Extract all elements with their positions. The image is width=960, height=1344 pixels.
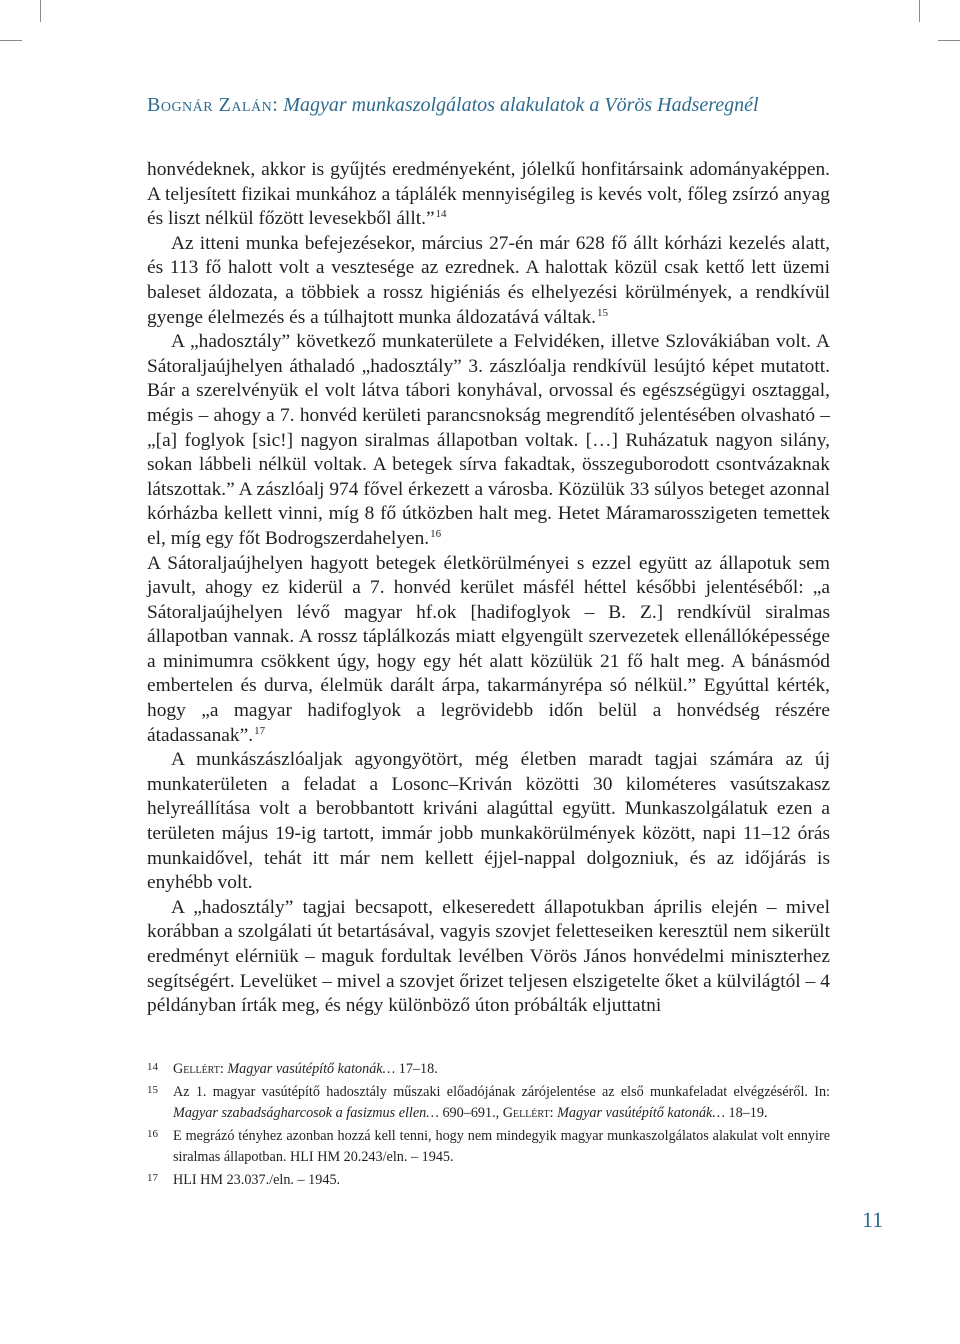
paragraph-5: A „hadosztály” tagjai becsapott, elkeseredett állapotukban április elején – mivel korábban a szolgálati út betartásával, vagyis szovjet feletteseiken keresztül nem sikerült eredményt elérniük – maguk fordultak levélben Vörös János honvédelmi miniszterhez segítségért. Levelüket – mivel a szovjet őrizet teljesen elszigetelte őket a külvilágtól – 4 példányban írták meg, és négy különböző úton próbálták eljuttatni — [147, 896, 830, 1017]
footnote-number: 15 — [147, 1084, 158, 1096]
footnote-ref-15[interactable]: 15 — [597, 306, 609, 319]
page-number: 11 — [862, 1207, 884, 1232]
header-title: Magyar munkaszolgálatos alakulatok a Vörös Hadseregnél — [283, 94, 759, 116]
footnote-16: 16 E megrázó tényhez azonban hozzá kell tenni, hogy nem mindegyik magyar munkaszolgálatos alakulat volt ennyire siralmas állapotban. HLI HM 20.243/eln. – 1945. — [147, 1126, 830, 1168]
footnote-ref-16[interactable]: 16 — [430, 527, 442, 540]
crop-mark-top-right-v — [919, 0, 920, 22]
footnote-14: 14 Gellért: Magyar vasútépítő katonák… 17–18. — [147, 1059, 830, 1080]
crop-mark-top-left-v — [40, 0, 41, 22]
paragraph-4: A munkászászlóaljak agyongyötört, még életben maradt tagjai számára az új munkaterületen a feladat a Losonc–Kriván közötti 30 kilométeres vasútszakasz helyreállítása volt a berobbantott kriváni alagúttal együtt. Munkaszolgálatuk ezen a területen május 19-ig tartott, immár jobb munkakörülmények között, napi 11–12 órás munkaidővel, tehát itt már nem kellett éjjel-nappal dolgozniuk, és az időjárás is enyhébb volt. — [147, 749, 830, 894]
paragraph-1: honvédeknek, akkor is gyűjtés eredményeként, jólelkű honfitársaink adományaképpen. A teljesített fizikai munkához a táplálék mennyiségileg is kevés volt, főleg zsírzó anyag és liszt nélkül főzött levesekből állt.”$^{14}$ — [147, 159, 830, 230]
footnote-number: 16 — [147, 1128, 158, 1140]
crop-mark-top-right-h — [938, 40, 960, 41]
footnote-number: 14 — [147, 1061, 158, 1073]
footnotes — [147, 1059, 830, 1193]
running-header — [147, 94, 907, 117]
footnote-17: 17 HLI HM 23.037./eln. – 1945. — [147, 1170, 830, 1191]
footnote-ref-17[interactable]: 17 — [254, 724, 266, 737]
footnote-number: 17 — [147, 1172, 158, 1184]
footnote-15: 15 Az 1. magyar vasútépítő hadosztály műszaki előadójának zárójelentése az első munkafeladat elvégzéséről. In: Magyar szabadságharcosok a fasizmus ellen… 690–691., Gellért: Magyar vasútépítő katonák… 18–19. — [147, 1082, 830, 1124]
paragraph-2: Az itteni munka befejezésekor, március 27-én már 628 fő állt kórházi kezelés alatt, és 113 fő halott volt a vesztesége az ezrednek. A halottak közül csak kettő lett üzemi baleset áldozata, a többiek a rossz higiéniás és elhelyezési körülmények, a rendkívül gyenge élelmezés és a túlhajtott munka áldozatává váltak.$^{15}$ — [147, 232, 830, 328]
body-text — [147, 158, 830, 1019]
paragraph-3: A „hadosztály” következő munkaterülete a Felvidéken, illetve Szlovákiában volt. A Sátoraljaújhelyen áthaladó „hadosztály” 3. zászlóalja rendkívül lesújtó képet mutatott. Bár a szerelvényük el volt látva tábori konyhával, orvossal és egészségügyi osztaggal, mégis – ahogy a 7. honvéd kerületi parancsnokság megrendítő jelentésében olvasható – „[a] foglyok [sic!] nagyon siralmas állapotban voltak. […] Ruházatuk nagyon silány, sokan lábbeli nélkül voltak. A betegek sírva fakadtak, összeguborodott csontvázaknak látszottak.” A zászlóalj 974 fővel érkezett a városba. Közülük 33 súlyos beteget azonnal kórházba kellett vinni, míg 8 fő útközben halt meg. Hetet Máramarosszigeten temettek el, míg egy főt Bodrogszerdahelyen.$^{16}$ A Sátoraljaújhelyen hagyott betegek életkörülményei s ezzel együtt az állapotuk sem javult, ahogy ez kiderül a 7. honvéd kerület másfél héttel későbbi jelentéséből: „a Sátoraljaújhelyen lévő magyar hf.ok [hadifoglyok – B. Z.] rendkívül siralmas állapotban vannak. A rossz táplálkozás miatt elgyengült szervezetek ellenállóképessége a minimumra csökkent úgy, hogy egy hét alatt közülük 21 fő halt meg. A bánásmód embertelen és durva, élelmük darált árpa, takarmányrépa só nélkül.” Egyúttal kérték, hogy „a magyar hadifoglyok a legrövidebb időn belül a honvédség részére átadassanak”.$^{17}$ — [147, 331, 830, 746]
header-author: Bognár Zalán: — [147, 94, 279, 116]
crop-mark-top-left-h — [0, 40, 22, 41]
footnote-ref-14[interactable]: 14 — [435, 208, 447, 221]
